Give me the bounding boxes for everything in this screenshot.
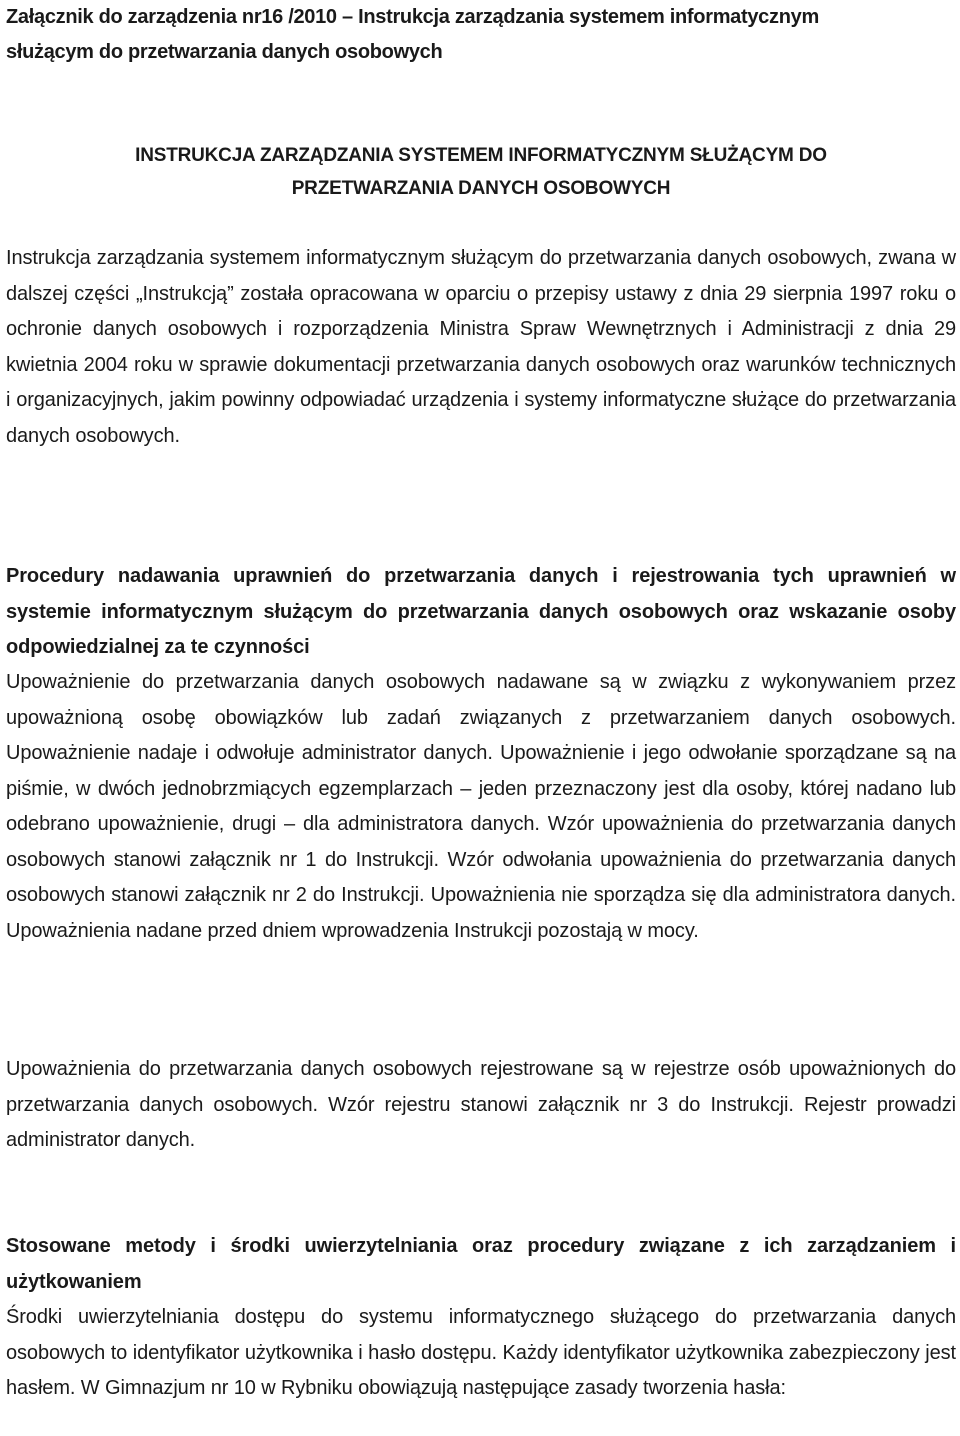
intro-paragraph: Instrukcja zarządzania systemem informatycznym służącym do przetwarzania danych osobowych, zwana w dalszej części „Instrukcją” została opracowana w oparciu o przepisy ustawy z dnia 29 sierpnia 1997 roku o ochronie danych osobowych i rozporządzenia Ministra Spraw Wewnętrznych i Administracji z dnia 29 kwietnia 2004 roku w sprawie dokumentacji przetwarzania danych osobowych oraz warunków technicznych i organizacyjnych, jakim powinny odpowiadać urządzenia i systemy informatyczne służące do przetwarzania danych osobowych.	[6, 247, 956, 447]
document-header	[6, 0, 956, 70]
section1-paragraph-2: Upoważnienia do przetwarzania danych osobowych rejestrowane są w rejestrze osób upoważnionych do przetwarzania danych osobowych. Wzór rejestru stanowi załącznik nr 3 do Instrukcji. Rejestr prowadzi administrator danych.	[6, 1058, 956, 1151]
section1-paragraph-1: Upoważnienie do przetwarzania danych osobowych nadawane są w związku z wykonywaniem przez upoważnioną osobę obowiązków lub zadań związanych z przetwarzaniem danych osobowych. Upoważnienie nadaje i odwołuje administrator danych. Upoważnienie i jego odwołanie sporządzane są na piśmie, w dwóch jednobrzmiących egzemplarzach – jeden przeznaczony jest dla osoby, której nadano lub odebrano upoważnienie, drugi – dla administratora danych. Wzór upoważnienia do przetwarzania danych osobowych stanowi załącznik nr 1 do Instrukcji. Wzór odwołania upoważnienia do przetwarzania danych osobowych stanowi załącznik nr 2 do Instrukcji. Upoważnienia nie sporządza się dla administratora danych. Upoważnienia nadane przed dniem wprowadzenia Instrukcji pozostają w mocy.	[6, 671, 956, 942]
header-line-2: służącym do przetwarzania danych osobowych	[6, 41, 443, 63]
title-line-2: PRZETWARZANIA DANYCH OSOBOWYCH	[291, 178, 671, 199]
section2-heading: Stosowane metody i środki uwierzytelniania oraz procedury związane z ich zarządzaniem i użytkowaniem	[6, 1235, 956, 1293]
document-title	[6, 139, 956, 205]
title-line-1: INSTRUKCJA ZARZĄDZANIA SYSTEMEM INFORMATYCZNYM SŁUŻĄCYM DO	[135, 145, 827, 166]
header-line-1: Załącznik do zarządzenia nr16 /2010 – Instrukcja zarządzania systemem informatycznym	[6, 6, 819, 28]
section2-paragraph-1: Środki uwierzytelniania dostępu do systemu informatycznego służącego do przetwarzania danych osobowych to identyfikator użytkownika i hasło dostępu. Każdy identyfikator użytkownika zabezpieczony jest hasłem. W Gimnazjum nr 10 w Rybniku obowiązują następujące zasady tworzenia hasła:	[6, 1306, 956, 1399]
section1-heading: Procedury nadawania uprawnień do przetwarzania danych i rejestrowania tych uprawnień w systemie informatycznym służącym do przetwarzania danych osobowych oraz wskazanie osoby odpowiedzialnej za te czynności	[6, 565, 956, 658]
